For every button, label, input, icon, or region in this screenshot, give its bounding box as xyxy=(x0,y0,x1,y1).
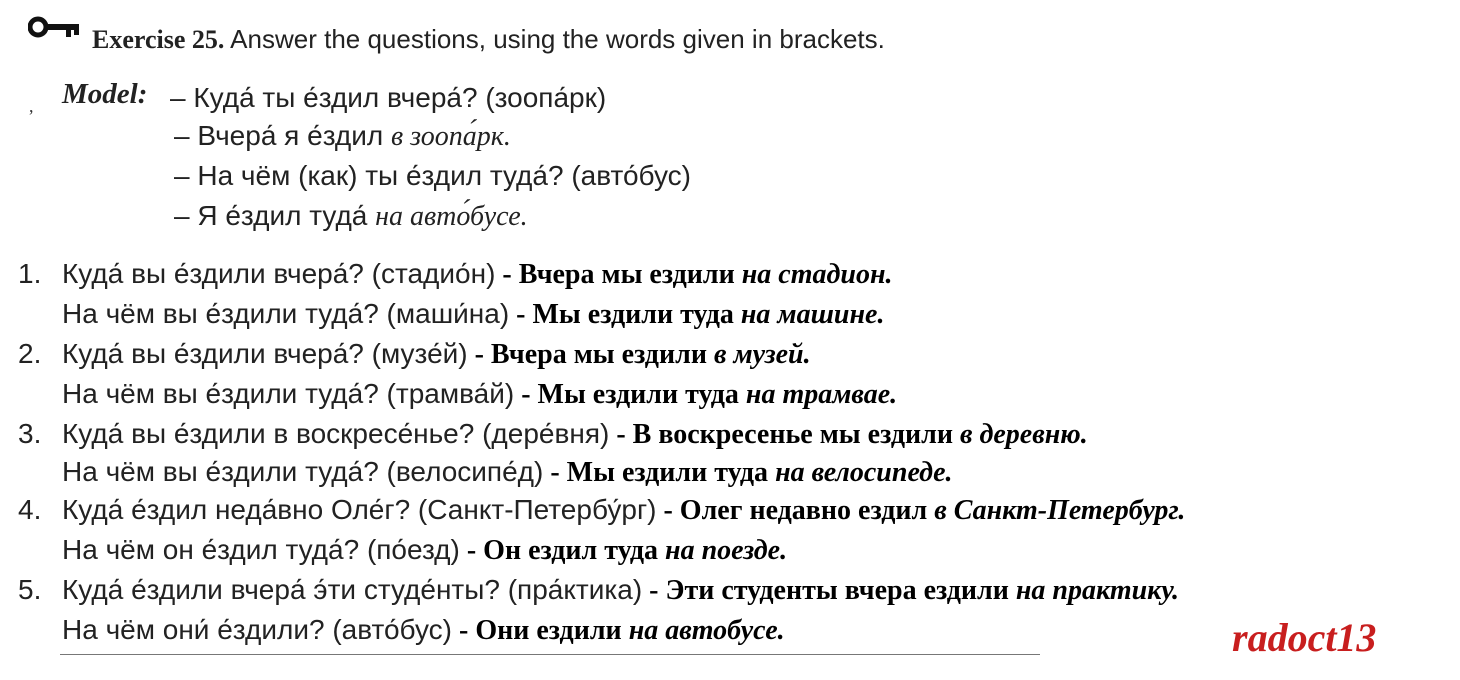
exercise-instruction: Answer the questions, using the words given in brackets. xyxy=(230,24,885,54)
question: Куда́ вы е́здили вчера́? (стадио́н) xyxy=(62,258,496,289)
exercise-number: 4. xyxy=(18,494,42,525)
exercise-title xyxy=(92,24,885,55)
answer: - Олег недавно ездил в Санкт-Петербург. xyxy=(656,495,1186,526)
question: На чём вы е́здили туда́? (маши́на) xyxy=(62,298,510,329)
exercise-row xyxy=(62,338,811,371)
question: Куда́ вы е́здили вчера́? (музе́й) xyxy=(62,338,468,369)
question: На чём они́ е́здили? (авто́бус) xyxy=(62,614,452,645)
model-line: – Я е́здил туда́ на авто́бусе. xyxy=(174,200,528,232)
exercise-row xyxy=(62,298,884,331)
exercise-row xyxy=(62,574,1179,607)
question: На чём он е́здил туда́? (по́езд) xyxy=(62,534,460,565)
answer: - Мы ездили туда на велосипеде. xyxy=(543,457,953,488)
answer: - Вчера мы ездили на стадион. xyxy=(495,259,893,290)
answer: - Мы ездили туда на машине. xyxy=(509,299,885,330)
answer: - В воскресенье мы ездили в деревню. xyxy=(609,419,1088,450)
exercise-row xyxy=(62,456,953,489)
exercise-row xyxy=(62,614,785,647)
exercise-number: 3. xyxy=(18,418,42,449)
answer: - Он ездил туда на поезде. xyxy=(459,535,788,566)
exercise-row xyxy=(62,494,1185,527)
watermark: radoct13 xyxy=(1232,615,1377,660)
exercise-number: 1. xyxy=(18,258,42,289)
model-line: – Вчера́ я е́здил в зоопа́рк. xyxy=(174,120,511,152)
answer: - Эти студенты вчера ездили на практику. xyxy=(642,575,1180,606)
exercise-number: 5. xyxy=(18,574,42,605)
question: Куда́ е́здили вчера́ э́ти студе́нты? (пра́ктика) xyxy=(62,574,643,605)
exercise-number: 2. xyxy=(18,338,42,369)
exercise-row xyxy=(62,534,787,567)
question: На чём вы е́здили туда́? (велосипе́д) xyxy=(62,456,544,487)
key-icon xyxy=(28,14,84,40)
stray-mark: , xyxy=(29,96,34,116)
exercise-row xyxy=(62,418,1088,451)
exercise-row xyxy=(62,378,897,411)
divider xyxy=(60,654,1040,655)
exercise-row xyxy=(62,258,893,291)
question: На чём вы е́здили туда́? (трамва́й) xyxy=(62,378,515,409)
answer: - Вчера мы ездили в музей. xyxy=(467,339,811,370)
exercise-label: Exercise 25. xyxy=(92,25,225,54)
answer: - Они ездили на автобусе. xyxy=(452,615,785,646)
question: Куда́ е́здил неда́вно Оле́г? (Санкт-Петербу́рг) xyxy=(62,494,657,525)
question: Куда́ вы е́здили в воскресе́нье? (дере́вня) xyxy=(62,418,610,449)
model-line: – Куда́ ты е́здил вчера́? (зоопа́рк) xyxy=(170,82,607,113)
answer: - Мы ездили туда на трамвае. xyxy=(514,379,898,410)
model-label: Model: xyxy=(62,78,148,110)
model-line: – На чём (как) ты е́здил туда́? (авто́бус) xyxy=(174,160,691,191)
